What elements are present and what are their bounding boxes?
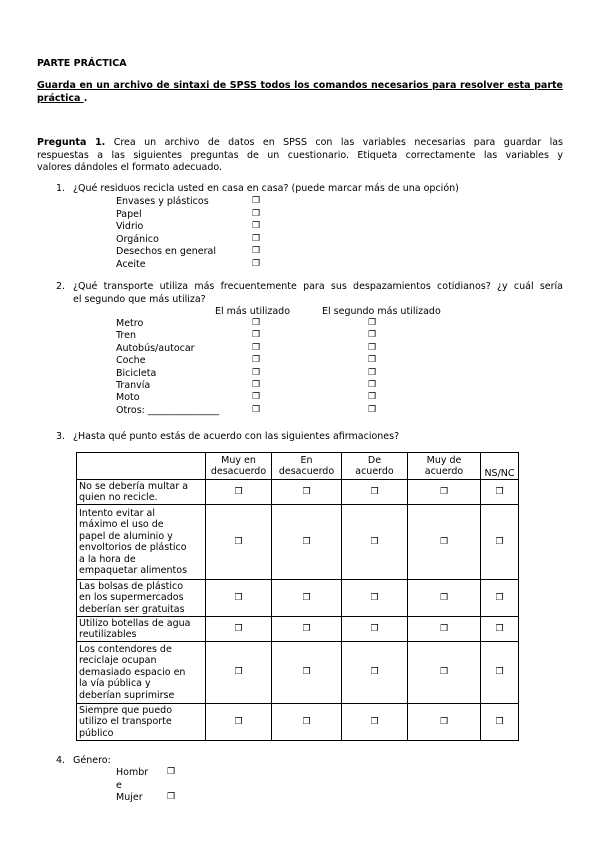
likert-statement: [77, 505, 206, 580]
likert-cell: [272, 704, 342, 741]
q2-second-used-checkbox[interactable]: ❒: [368, 355, 377, 366]
likert-statement-line: Siempre que puedo: [79, 704, 173, 716]
q1-option-label: Vidrio: [116, 221, 144, 232]
likert-statement: [77, 617, 206, 642]
likert-statement-line: Los contendores de: [79, 643, 172, 655]
q2-option-label: Coche: [116, 355, 146, 367]
likert-cell: [408, 480, 481, 505]
q2-option-label: Moto: [116, 392, 140, 404]
q2-option-label: Autobús/autocar: [116, 342, 195, 354]
q2-second-used-checkbox[interactable]: ❒: [368, 318, 377, 328]
likert-statement-line: deberían ser gratuitas: [79, 603, 185, 615]
likert-cell: [342, 580, 408, 617]
q1-option-checkbox[interactable]: ❒: [252, 208, 261, 219]
q2-most-used-checkbox[interactable]: ❒: [252, 342, 261, 353]
likert-cell: [342, 617, 408, 642]
likert-checkbox[interactable]: ❒: [495, 623, 504, 634]
q2-text-line2: el segundo que más utiliza?: [73, 293, 206, 305]
likert-statement-line: papel de aluminio y: [79, 530, 173, 542]
likert-row: [77, 642, 519, 704]
likert-checkbox[interactable]: ❒: [439, 623, 449, 634]
q1-option-checkbox[interactable]: ❒: [252, 258, 261, 269]
likert-statement-line: quien no recicle.: [79, 492, 158, 503]
q4-number: 4.: [56, 755, 66, 766]
q2-option-label: Bicicleta: [116, 367, 157, 379]
likert-statement-line: la vía pública y: [79, 678, 151, 690]
likert-checkbox[interactable]: ❒: [495, 536, 504, 547]
likert-statement: [77, 580, 206, 617]
q1-text: ¿Qué residuos recicla usted en casa en casa? (puede marcar más de una opción): [73, 183, 459, 194]
likert-checkbox[interactable]: ❒: [370, 536, 379, 547]
q2-text: [73, 281, 563, 306]
likert-cell: [481, 704, 519, 741]
likert-cell: [272, 642, 342, 704]
likert-checkbox[interactable]: ❒: [234, 592, 243, 603]
likert-checkbox[interactable]: ❒: [302, 623, 311, 634]
question-intro: [37, 137, 563, 175]
likert-cell: [408, 580, 481, 617]
likert-checkbox[interactable]: ❒: [302, 716, 311, 727]
likert-statement-line: reciclaje ocupan: [79, 655, 157, 667]
likert-col-header: Muy en desacuerdo: [206, 453, 272, 480]
q2-second-used-checkbox[interactable]: ❒: [368, 404, 377, 415]
likert-checkbox[interactable]: ❒: [495, 592, 504, 603]
likert-statement-line: No se debería multar a: [79, 480, 189, 492]
likert-checkbox[interactable]: ❒: [302, 592, 311, 603]
q4-option-male-label: [116, 767, 148, 792]
likert-statement-line: demasiado espacio en: [79, 666, 186, 678]
likert-cell: [272, 580, 342, 617]
q2-option-label: Metro: [116, 318, 144, 329]
likert-checkbox[interactable]: ❒: [302, 486, 311, 497]
likert-corner: [77, 453, 206, 480]
q1-option-checkbox[interactable]: ❒: [252, 246, 261, 256]
q2-option-label: Otros: _______________: [116, 404, 220, 416]
q2-number: 2.: [56, 281, 66, 292]
q2-most-used-checkbox[interactable]: ❒: [252, 380, 261, 390]
q2-col-header-2: El segundo más utilizado: [322, 306, 441, 317]
q1-option-label: Orgánico: [116, 233, 159, 245]
q3-text: ¿Hasta qué punto estás de acuerdo con las siguientes afirmaciones?: [73, 431, 400, 442]
likert-statement: [77, 642, 206, 704]
likert-checkbox[interactable]: ❒: [302, 536, 311, 547]
likert-checkbox[interactable]: ❒: [234, 667, 243, 678]
q4-male-checkbox[interactable]: ❒: [167, 767, 176, 777]
likert-cell: [481, 505, 519, 580]
q2-most-used-checkbox[interactable]: ❒: [252, 404, 261, 415]
q2-most-used-checkbox[interactable]: ❒: [252, 367, 261, 378]
likert-statement-line: en los supermercados: [79, 592, 184, 604]
likert-row: [77, 505, 519, 580]
likert-col-header: Muy de acuerdo: [408, 453, 481, 480]
likert-cell: [342, 642, 408, 704]
likert-cell: [408, 704, 481, 741]
intro-label: Pregunta 1.: [37, 137, 106, 148]
likert-cell: [342, 505, 408, 580]
likert-checkbox[interactable]: ❒: [370, 623, 379, 634]
q4-text: Género:: [73, 755, 111, 766]
q1-option-checkbox[interactable]: ❒: [252, 221, 261, 231]
intro-line-1: [37, 137, 563, 150]
likert-cell: [272, 617, 342, 642]
likert-statement-line: Utilizo botellas de agua: [79, 617, 191, 629]
intro-line-2: respuestas a las siguientes preguntas de un cuestionario. Etiqueta correctamente las variables y: [37, 149, 563, 161]
likert-statement-line: Las bolsas de plástico: [79, 580, 184, 592]
likert-cell: [342, 480, 408, 505]
likert-cell: [206, 704, 272, 741]
likert-statement-line: reutilizables: [79, 629, 137, 640]
likert-checkbox[interactable]: ❒: [495, 716, 504, 727]
likert-cell: [206, 642, 272, 704]
q3-number: 3.: [56, 431, 66, 442]
likert-checkbox[interactable]: ❒: [234, 486, 243, 497]
section-title: PARTE PRÁCTICA: [37, 58, 127, 69]
likert-checkbox[interactable]: ❒: [439, 592, 449, 603]
intro-line-3: valores dándoles el formato adecuado.: [37, 162, 223, 173]
q2-second-used-checkbox[interactable]: ❒: [368, 367, 377, 378]
likert-cell: [342, 704, 408, 741]
likert-cell: [408, 642, 481, 704]
likert-cell: [206, 617, 272, 642]
likert-statement-line: máximo el uso de: [79, 519, 164, 530]
likert-cell: [206, 580, 272, 617]
likert-cell: [408, 617, 481, 642]
q4-female-checkbox[interactable]: ❒: [167, 792, 176, 802]
likert-checkbox[interactable]: ❒: [370, 667, 379, 678]
q2-second-used-checkbox[interactable]: ❒: [368, 392, 377, 403]
likert-checkbox[interactable]: ❒: [439, 536, 449, 547]
likert-col-header: De acuerdo: [342, 453, 408, 480]
likert-cell: [272, 480, 342, 505]
likert-row: [77, 480, 519, 505]
q1-option-label: Papel: [116, 208, 142, 220]
q2-second-used-checkbox[interactable]: ❒: [368, 380, 377, 390]
likert-statement-line: público: [79, 727, 114, 739]
likert-checkbox[interactable]: ❒: [370, 592, 379, 603]
likert-cell: [206, 480, 272, 505]
instruction-period: .: [83, 93, 88, 104]
likert-cell: [481, 617, 519, 642]
likert-cell: [481, 580, 519, 617]
q2-option-label: Tranvía: [116, 380, 151, 391]
likert-cell: [206, 505, 272, 580]
likert-statement-line: deberían suprimirse: [79, 689, 175, 701]
likert-checkbox[interactable]: ❒: [439, 716, 449, 727]
instruction: [37, 79, 563, 105]
likert-checkbox[interactable]: ❒: [370, 486, 379, 497]
likert-checkbox[interactable]: ❒: [234, 536, 243, 547]
q4-male-part1: Hombr: [116, 767, 149, 778]
q1-number: 1.: [56, 183, 66, 194]
likert-statement-line: utilizo el transporte: [79, 716, 172, 728]
likert-cell: [272, 505, 342, 580]
q1-option-label: Aceite: [116, 258, 146, 270]
likert-statement: [77, 704, 206, 741]
likert-checkbox[interactable]: ❒: [439, 667, 449, 678]
q4-male-part2: e: [116, 779, 122, 791]
q2-most-used-checkbox[interactable]: ❒: [252, 318, 261, 328]
likert-checkbox[interactable]: ❒: [370, 716, 379, 727]
q2-most-used-checkbox[interactable]: ❒: [252, 330, 261, 341]
likert-checkbox[interactable]: ❒: [302, 667, 311, 678]
q2-text-line1: ¿Qué transporte utiliza más frecuentemente para sus despazamientos cotidianos? ¿y cuál sería: [73, 281, 563, 292]
likert-checkbox[interactable]: ❒: [439, 486, 449, 497]
q4-option-female-label: Mujer: [116, 792, 143, 803]
likert-cell: [481, 642, 519, 704]
instruction-text: Guarda en un archivo de sintaxi de SPSS todos los comandos necesarios para resolver esta parte práctica: [37, 80, 563, 104]
q1-option-label: Envases y plásticos: [116, 196, 209, 207]
q2-second-used-checkbox[interactable]: ❒: [368, 330, 377, 341]
likert-row: [77, 617, 519, 642]
q2-second-used-checkbox[interactable]: ❒: [368, 342, 377, 353]
likert-row: [77, 580, 519, 617]
q2-most-used-checkbox[interactable]: ❒: [252, 392, 261, 403]
q2-option-label: Tren: [116, 330, 136, 342]
likert-statement: [77, 480, 206, 505]
likert-statement-line: Intento evitar al: [79, 507, 156, 519]
likert-statement-line: a la hora de: [79, 553, 136, 565]
likert-statement-line: envoltorios de plástico: [79, 542, 187, 553]
likert-cell: [481, 480, 519, 505]
q2-most-used-checkbox[interactable]: ❒: [252, 355, 261, 366]
q2-col-header-1: El más utilizado: [215, 306, 291, 317]
likert-row: [77, 704, 519, 741]
likert-col-header: En desacuerdo: [272, 453, 342, 480]
q1-option-label: Desechos en general: [116, 246, 216, 257]
q1-option-checkbox[interactable]: ❒: [252, 233, 261, 244]
likert-header-row: [77, 453, 519, 480]
likert-col-header: NS/NC: [481, 453, 519, 480]
likert-checkbox[interactable]: ❒: [495, 667, 504, 678]
likert-statement-line: empaquetar alimentos: [79, 565, 188, 576]
intro-line1-text: Crea un archivo de datos en SPSS con las variables necesarias para guardar las: [113, 137, 563, 148]
likert-checkbox[interactable]: ❒: [234, 623, 243, 634]
likert-checkbox[interactable]: ❒: [495, 486, 504, 497]
q1-option-checkbox[interactable]: ❒: [252, 196, 261, 206]
likert-table: [76, 452, 519, 741]
likert-checkbox[interactable]: ❒: [234, 716, 243, 727]
likert-cell: [408, 505, 481, 580]
